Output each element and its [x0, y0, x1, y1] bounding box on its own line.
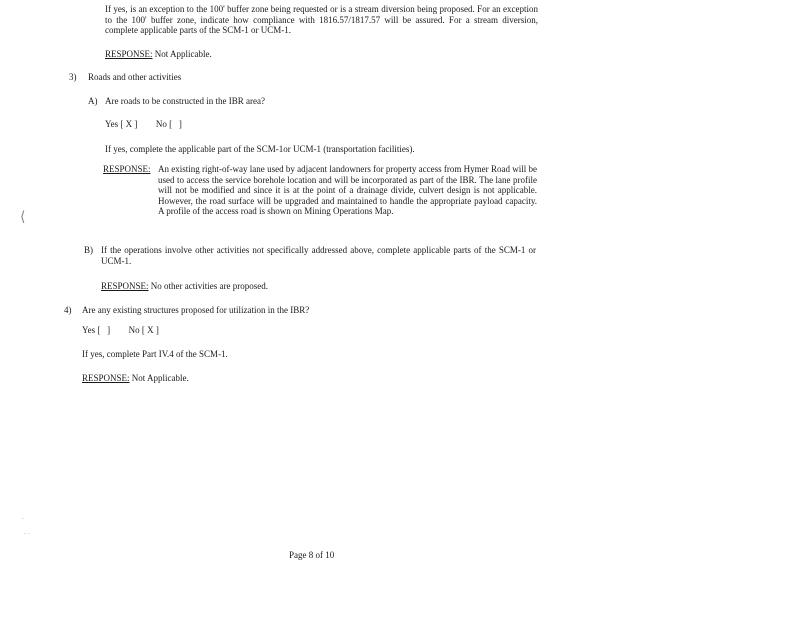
question-b-letter: B)	[84, 245, 93, 255]
intro-paragraph: If yes, is an exception to the 100' buffer zone being requested or is a stream diversion being proposed. For an exception to the 100' buffer zone, indicate how compliance with 1816.57/1817.57 will be assured. For a stream diversion, complete applicable parts of the SCM-1 or UCM-1.	[105, 4, 538, 35]
yes-checkbox: [ ]	[97, 325, 111, 335]
response-label: RESPONSE:	[101, 281, 149, 291]
response-text: Not Applicable.	[152, 49, 212, 59]
section-3-title: Roads and other activities	[88, 72, 182, 82]
response-text: Not Applicable.	[129, 373, 189, 383]
question-a-answer	[105, 119, 182, 130]
response-text: An existing right-of-way lane used by adjacent landowners for property access from Hymer Road will be used to access the service borehole location and will be incorporated as part of the IBR. The lane profile will not be modified and since it is at the point of a drainage divide, culvert design is not applicable. However, the road surface will be upgraded and maintained to handle the appropriate payload capacity. A profile of the access road is shown on Mining Operations Map.	[158, 164, 537, 216]
response-label: RESPONSE:	[105, 49, 153, 59]
yes-label: Yes	[105, 119, 119, 129]
section-3-number: 3)	[69, 72, 77, 82]
question-b-text: If the operations involve other activities not specifically addressed above, complete applicable parts of the SCM-1 or UCM-1.	[101, 245, 536, 266]
yes-label: Yes	[82, 325, 96, 335]
scan-speck: ⟨	[20, 209, 26, 225]
question-a-letter: A)	[88, 96, 98, 106]
intro-response	[105, 49, 212, 60]
scan-speck: ·	[22, 516, 24, 523]
no-checkbox: [ ]	[169, 119, 182, 129]
response-text: No other activities are proposed.	[148, 281, 268, 291]
no-label: No	[155, 119, 167, 129]
scan-speck: · ·	[24, 531, 30, 538]
section-4-number: 4)	[64, 305, 72, 315]
question-a-instruction: If yes, complete the applicable part of the SCM-1or UCM-1 (transportation facilities).	[105, 144, 415, 154]
no-label: No	[128, 325, 140, 335]
no-checkbox: [ X ]	[141, 325, 159, 335]
section-4-response	[82, 373, 189, 384]
question-a-response	[103, 164, 537, 217]
response-label: RESPONSE:	[82, 373, 130, 383]
question-b-response	[101, 281, 268, 292]
section-4-question: Are any existing structures proposed for utilization in the IBR?	[82, 305, 310, 315]
question-a-text: Are roads to be constructed in the IBR area?	[105, 96, 265, 106]
section-4-answer	[82, 325, 159, 336]
yes-checkbox: [ X ]	[120, 119, 138, 129]
response-label: RESPONSE:	[103, 164, 151, 174]
page-number: Page 8 of 10	[289, 550, 335, 560]
section-4-instruction: If yes, complete Part IV.4 of the SCM-1.	[82, 349, 228, 359]
